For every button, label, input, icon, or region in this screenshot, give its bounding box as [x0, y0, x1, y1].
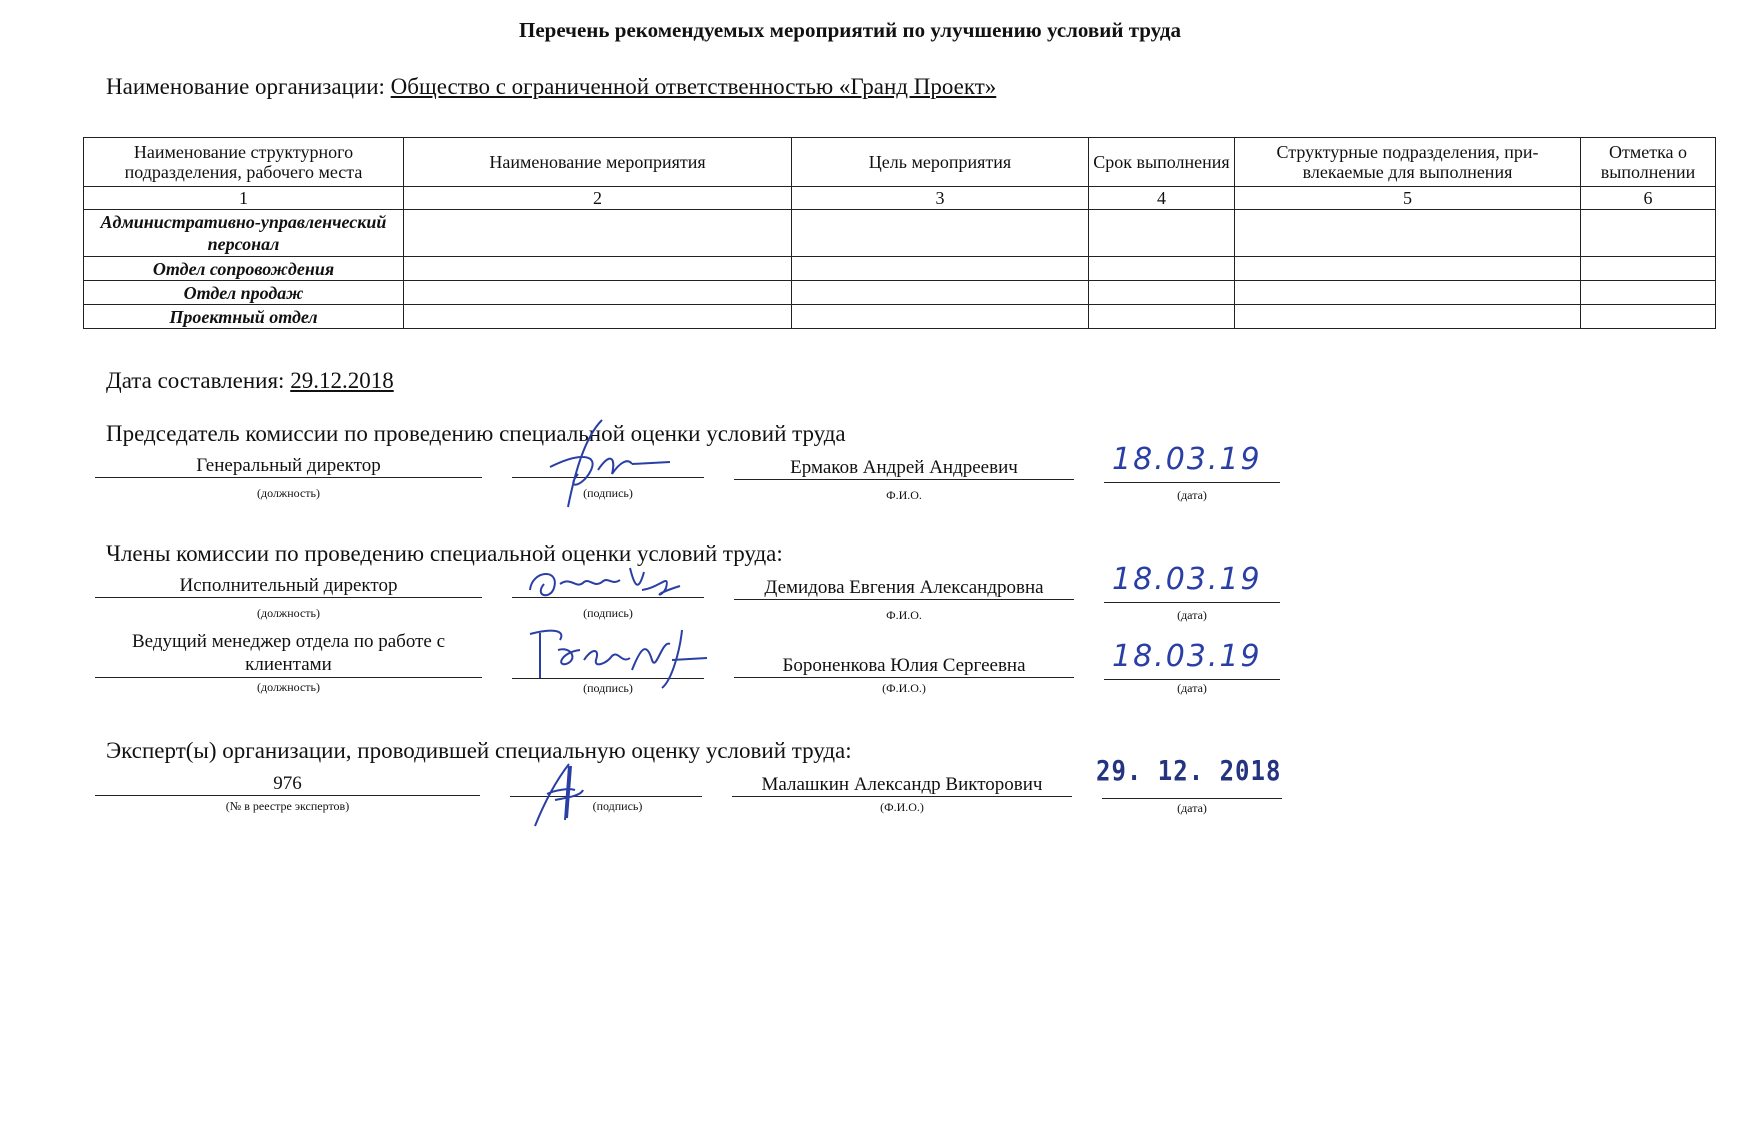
fio-caption: (Ф.И.О.) [880, 800, 924, 814]
header-cell-goal: Цель мероприятия [792, 138, 1089, 187]
empty-cell [1581, 281, 1716, 305]
member-signature [522, 620, 712, 690]
position-caption: (должность) [257, 680, 320, 694]
empty-cell [792, 281, 1089, 305]
member-signature [520, 560, 700, 610]
empty-cell [1089, 257, 1235, 281]
empty-cell [404, 257, 792, 281]
chairman-position: Генеральный директор [95, 455, 482, 478]
header-cell-department: Наименование структурного подразделения, рабочего места [84, 138, 404, 187]
department-cell: Проектный отдел [84, 305, 404, 329]
measures-table [83, 137, 1716, 329]
column-number-row [84, 187, 1716, 210]
chairman-name: Ермаков Андрей Андреевич [734, 457, 1074, 480]
header-cell-completion-mark: Отметка о выполнении [1581, 138, 1716, 187]
column-number: 6 [1581, 187, 1716, 210]
position-caption: (должность) [257, 606, 320, 620]
empty-cell [1581, 210, 1716, 257]
date-caption: (дата) [1177, 608, 1207, 622]
chairman-section-title: Председатель комиссии по проведению специальной оценки условий труда [106, 421, 846, 446]
compilation-date-value: 29.12.2018 [290, 368, 394, 393]
empty-cell [404, 305, 792, 329]
empty-cell [404, 210, 792, 257]
registry-caption: (№ в реестре экспертов) [225, 799, 350, 813]
column-number: 4 [1089, 187, 1235, 210]
date-caption: (дата) [1177, 801, 1207, 815]
empty-cell [1089, 281, 1235, 305]
signature-caption: (подпись) [583, 486, 633, 500]
member-date: 18.03.19 [1112, 562, 1262, 597]
header-cell-involved-departments: Структурные подразделения, при-влекаемые для выполнения [1235, 138, 1581, 187]
compilation-date-line [106, 368, 400, 394]
expert-section-title: Эксперт(ы) организации, проводившей специальную оценку условий труда: [106, 738, 852, 763]
fio-caption: Ф.И.О. [886, 488, 922, 502]
column-number: 2 [404, 187, 792, 210]
member-name: Демидова Евгения Александровна [734, 577, 1074, 600]
column-number: 5 [1235, 187, 1581, 210]
empty-cell [1581, 305, 1716, 329]
member-position: Исполнительный директор [95, 575, 482, 598]
member-name: Бороненкова Юлия Сергеевна [734, 655, 1074, 678]
date-caption: (дата) [1177, 488, 1207, 502]
document-title: Перечень рекомендуемых мероприятий по улучшению условий труда [519, 18, 1181, 42]
column-number: 3 [792, 187, 1089, 210]
expert-date-stamp: 29. 12. 2018 [1096, 754, 1282, 788]
expert-registry-number: 976 [95, 773, 480, 796]
expert-signature [525, 760, 605, 830]
empty-cell [1581, 257, 1716, 281]
empty-cell [792, 257, 1089, 281]
organization-name: Общество с ограниченной ответственностью «Гранд Проект» [390, 74, 997, 99]
table-row [84, 257, 1716, 281]
chairman-date: 18.03.19 [1112, 442, 1262, 477]
department-cell: Административно-управленческий персонал [84, 210, 404, 257]
table-row [84, 281, 1716, 305]
date-caption: (дата) [1177, 681, 1207, 695]
department-cell: Отдел сопровождения [84, 257, 404, 281]
column-number: 1 [84, 187, 404, 210]
signature-caption: (подпись) [583, 606, 633, 620]
empty-cell [1235, 257, 1581, 281]
member-position: Ведущий менеджер отдела по работе с клиентами [131, 631, 446, 675]
table-header-row [84, 138, 1716, 187]
empty-cell [792, 210, 1089, 257]
empty-cell [404, 281, 792, 305]
position-caption: (должность) [257, 486, 320, 500]
members-section-title: Члены комиссии по проведению специальной оценки условий труда: [106, 541, 783, 566]
department-cell: Отдел продаж [84, 281, 404, 305]
empty-cell [792, 305, 1089, 329]
signature-caption: (подпись) [583, 681, 633, 695]
header-cell-deadline: Срок выполнения [1089, 138, 1235, 187]
organization-line [106, 74, 1006, 100]
empty-cell [1235, 305, 1581, 329]
table-row [84, 305, 1716, 329]
header-cell-measure: Наименование мероприятия [404, 138, 792, 187]
empty-cell [1235, 210, 1581, 257]
member-date: 18.03.19 [1112, 639, 1262, 674]
empty-cell [1089, 305, 1235, 329]
fio-caption: Ф.И.О. [886, 608, 922, 622]
expert-name: Малашкин Александр Викторович [732, 774, 1072, 797]
table-row [84, 210, 1716, 257]
organization-label: Наименование организации: [106, 74, 385, 99]
fio-caption: (Ф.И.О.) [882, 681, 926, 695]
compilation-date-label: Дата составления: [106, 368, 285, 393]
empty-cell [1089, 210, 1235, 257]
member-position-underline [95, 655, 482, 678]
signature-caption: (подпись) [592, 799, 643, 813]
empty-cell [1235, 281, 1581, 305]
